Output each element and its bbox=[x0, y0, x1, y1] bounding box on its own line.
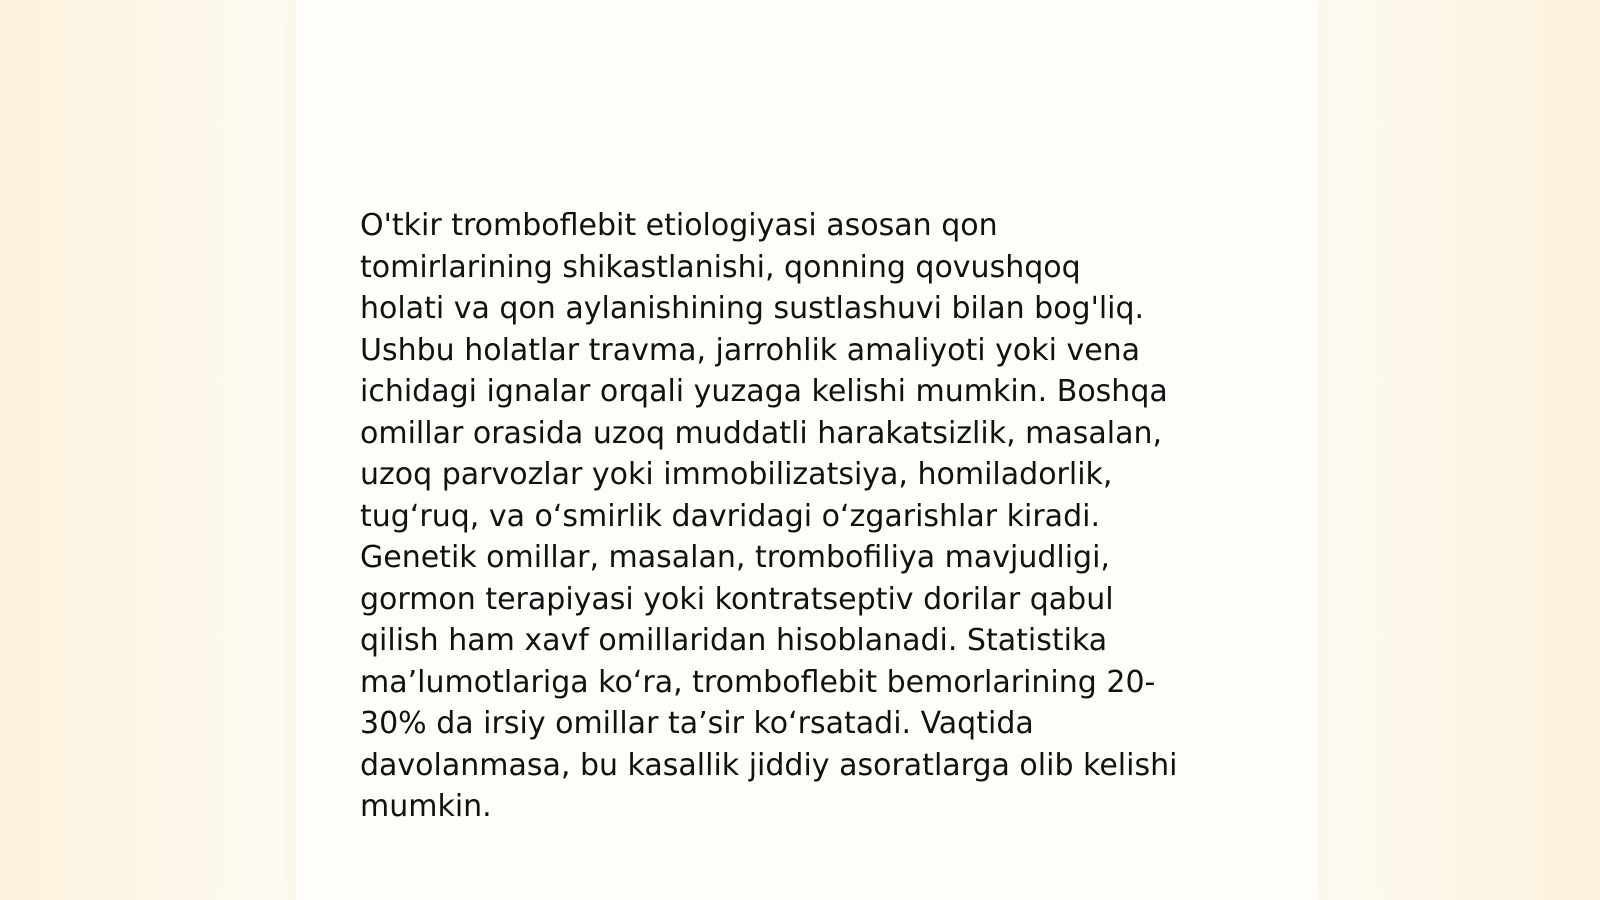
body-paragraph: O'tkir tromboflebit etiologiyasi asosan qon tomirlarining shikastlanishi, qonning qovushqoq holati va qon aylanishining sustlashuvi bilan bog'liq. Ushbu holatlar travma, jarrohlik amaliyoti yoki vena ichidagi ignalar orqali yuzaga kelishi mumkin. Boshqa omillar orasida uzoq muddatli harakatsizlik, masalan, uzoq parvozlar yoki immobilizatsiya, homiladorlik, tug‘ruq, va o‘smirlik davridagi o‘zgarishlar kiradi. Genetik omillar, masalan, trombofiliya mavjudligi, gormon terapiyasi yoki kontratseptiv dorilar qabul qilish ham xavf omillaridan hisoblanadi. Statistika ma’lumotlariga ko‘ra, tromboflebit bemorlarining 20- 30% da irsiy omillar ta’sir ko‘rsatadi. Vaqtida davolanmasa, bu kasallik jiddiy asoratlarga olib kelishi mumkin. bbox=[360, 208, 1178, 824]
